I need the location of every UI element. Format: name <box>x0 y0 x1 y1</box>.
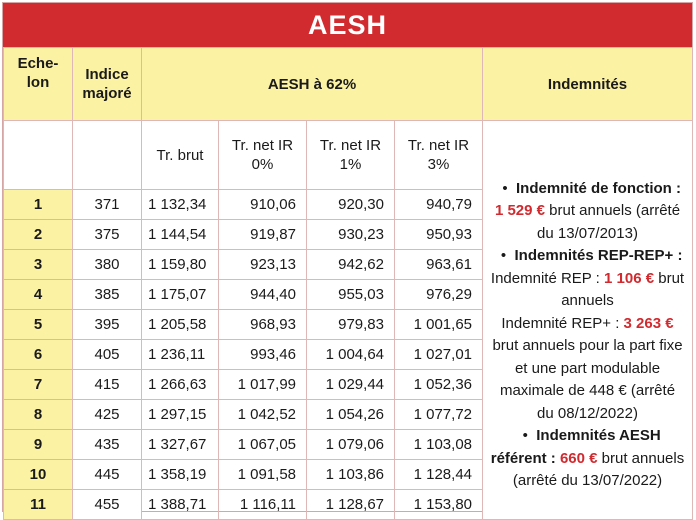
tr-net-0-cell: 1 017,99 <box>219 370 307 400</box>
tr-net-1-cell: 979,83 <box>307 310 395 340</box>
tr-net-3-cell: 963,61 <box>395 250 483 280</box>
tr-net-3-cell: 1 027,01 <box>395 340 483 370</box>
tr-net-1-cell: 942,62 <box>307 250 395 280</box>
tr-brut-cell: 1 144,54 <box>142 220 219 250</box>
tr-net-3-cell: 1 001,65 <box>395 310 483 340</box>
tr-net-0-cell: 993,46 <box>219 340 307 370</box>
indice-cell: 445 <box>73 460 142 490</box>
indice-cell: 371 <box>73 190 142 220</box>
tr-brut-cell: 1 388,71 <box>142 490 219 520</box>
indemnite-rep <box>490 245 685 425</box>
tr-net-3-cell: 940,79 <box>395 190 483 220</box>
echelon-cell: 2 <box>4 220 73 250</box>
indemnite-fonction-text: brut annuels (arrêté du 13/07/2013) <box>537 202 681 242</box>
tr-net-1-cell: 1 054,26 <box>307 400 395 430</box>
tr-brut-cell: 1 297,15 <box>142 400 219 430</box>
indice-cell: 455 <box>73 490 142 520</box>
header-indice: Indice majoré <box>73 48 142 121</box>
tr-net-0-cell: 910,06 <box>219 190 307 220</box>
indemnite-rep-title: Indemnités REP-REP+ : <box>514 247 683 264</box>
subheader-row <box>4 121 693 190</box>
bullet-icon: • <box>502 179 508 197</box>
indice-cell: 415 <box>73 370 142 400</box>
bullet-icon: • <box>522 427 528 444</box>
echelon-cell: 6 <box>4 340 73 370</box>
header-tr-net-1: Tr. net IR 1% <box>307 121 395 190</box>
echelon-cell: 8 <box>4 400 73 430</box>
tr-net-0-cell: 923,13 <box>219 250 307 280</box>
indice-cell: 380 <box>73 250 142 280</box>
indemnite-rep-label: Indemnité REP : <box>490 269 605 287</box>
echelon-cell: 5 <box>4 310 73 340</box>
indemnite-rep-amount: 1 106 € <box>604 269 655 287</box>
indemnite-repplus-amount: 3 263 € <box>623 314 674 332</box>
echelon-cell: 3 <box>4 250 73 280</box>
header-aesh: AESH à 62% <box>142 48 483 121</box>
indemnite-repplus-label: Indemnité REP+ : <box>501 314 624 332</box>
indemnite-ref-text: brut annuels (arrêté du 13/07/2022) <box>512 449 685 489</box>
tr-net-3-cell: 976,29 <box>395 280 483 310</box>
tr-net-0-cell: 1 067,05 <box>219 430 307 460</box>
tr-brut-cell: 1 358,19 <box>142 460 219 490</box>
echelon-cell: 9 <box>4 430 73 460</box>
header-tr-net-0: Tr. net IR 0% <box>219 121 307 190</box>
indice-cell: 435 <box>73 430 142 460</box>
header-tr-net-3: Tr. net IR 3% <box>395 121 483 190</box>
bullet-icon: • <box>500 247 507 264</box>
tr-net-3-cell: 950,93 <box>395 220 483 250</box>
tr-net-1-cell: 1 103,86 <box>307 460 395 490</box>
indemnite-ref-amount: 660 € <box>555 449 598 467</box>
indice-cell: 405 <box>73 340 142 370</box>
indemnite-fonction-amount: 1 529 € <box>494 202 545 219</box>
indemnite-rep-text: brut annuels <box>561 269 685 309</box>
indice-cell: 395 <box>73 310 142 340</box>
tr-brut-cell: 1 159,80 <box>142 250 219 280</box>
tr-net-1-cell: 930,23 <box>307 220 395 250</box>
indemnites-panel <box>483 121 693 520</box>
tr-net-1-cell: 955,03 <box>307 280 395 310</box>
header-indemnites: Indemnités <box>483 48 693 121</box>
salary-table <box>3 47 693 520</box>
tr-net-1-cell: 1 004,64 <box>307 340 395 370</box>
tr-brut-cell: 1 327,67 <box>142 430 219 460</box>
indemnite-repplus-text: brut annuels pour la part fixe et une part modulable maximale de 448 € (arrêté du 08/12/2022) <box>492 337 683 422</box>
indemnite-referent <box>490 425 685 493</box>
tr-net-0-cell: 968,93 <box>219 310 307 340</box>
tr-net-1-cell: 1 029,44 <box>307 370 395 400</box>
subheader-echelon-blank <box>4 121 73 190</box>
tr-brut-cell: 1 205,58 <box>142 310 219 340</box>
tr-net-3-cell: 1 153,80 <box>395 490 483 520</box>
echelon-cell: 1 <box>4 190 73 220</box>
header-row <box>4 48 693 121</box>
indemnite-fonction <box>490 178 685 246</box>
tr-brut-cell: 1 266,63 <box>142 370 219 400</box>
tr-net-3-cell: 1 103,08 <box>395 430 483 460</box>
tr-net-0-cell: 944,40 <box>219 280 307 310</box>
salary-table-frame <box>2 2 693 512</box>
tr-net-0-cell: 1 116,11 <box>219 490 307 520</box>
tr-net-3-cell: 1 077,72 <box>395 400 483 430</box>
tr-net-1-cell: 920,30 <box>307 190 395 220</box>
page-title: AESH <box>3 3 692 47</box>
indice-cell: 385 <box>73 280 142 310</box>
echelon-cell: 4 <box>4 280 73 310</box>
echelon-cell: 11 <box>4 490 73 520</box>
indemnite-fonction-title: Indemnité de fonction : <box>516 179 681 197</box>
tr-brut-cell: 1 175,07 <box>142 280 219 310</box>
tr-net-3-cell: 1 052,36 <box>395 370 483 400</box>
tr-net-0-cell: 919,87 <box>219 220 307 250</box>
tr-brut-cell: 1 236,11 <box>142 340 219 370</box>
tr-net-1-cell: 1 128,67 <box>307 490 395 520</box>
echelon-cell: 7 <box>4 370 73 400</box>
tr-net-1-cell: 1 079,06 <box>307 430 395 460</box>
tr-brut-cell: 1 132,34 <box>142 190 219 220</box>
indemnite-ref-title: Indemnités AESH référent : <box>490 427 661 467</box>
tr-net-3-cell: 1 128,44 <box>395 460 483 490</box>
indice-cell: 425 <box>73 400 142 430</box>
indice-cell: 375 <box>73 220 142 250</box>
header-echelon: Eche- lon <box>4 48 73 121</box>
header-tr-brut: Tr. brut <box>142 121 219 190</box>
subheader-indice-blank <box>73 121 142 190</box>
tr-net-0-cell: 1 091,58 <box>219 460 307 490</box>
tr-net-0-cell: 1 042,52 <box>219 400 307 430</box>
echelon-cell: 10 <box>4 460 73 490</box>
